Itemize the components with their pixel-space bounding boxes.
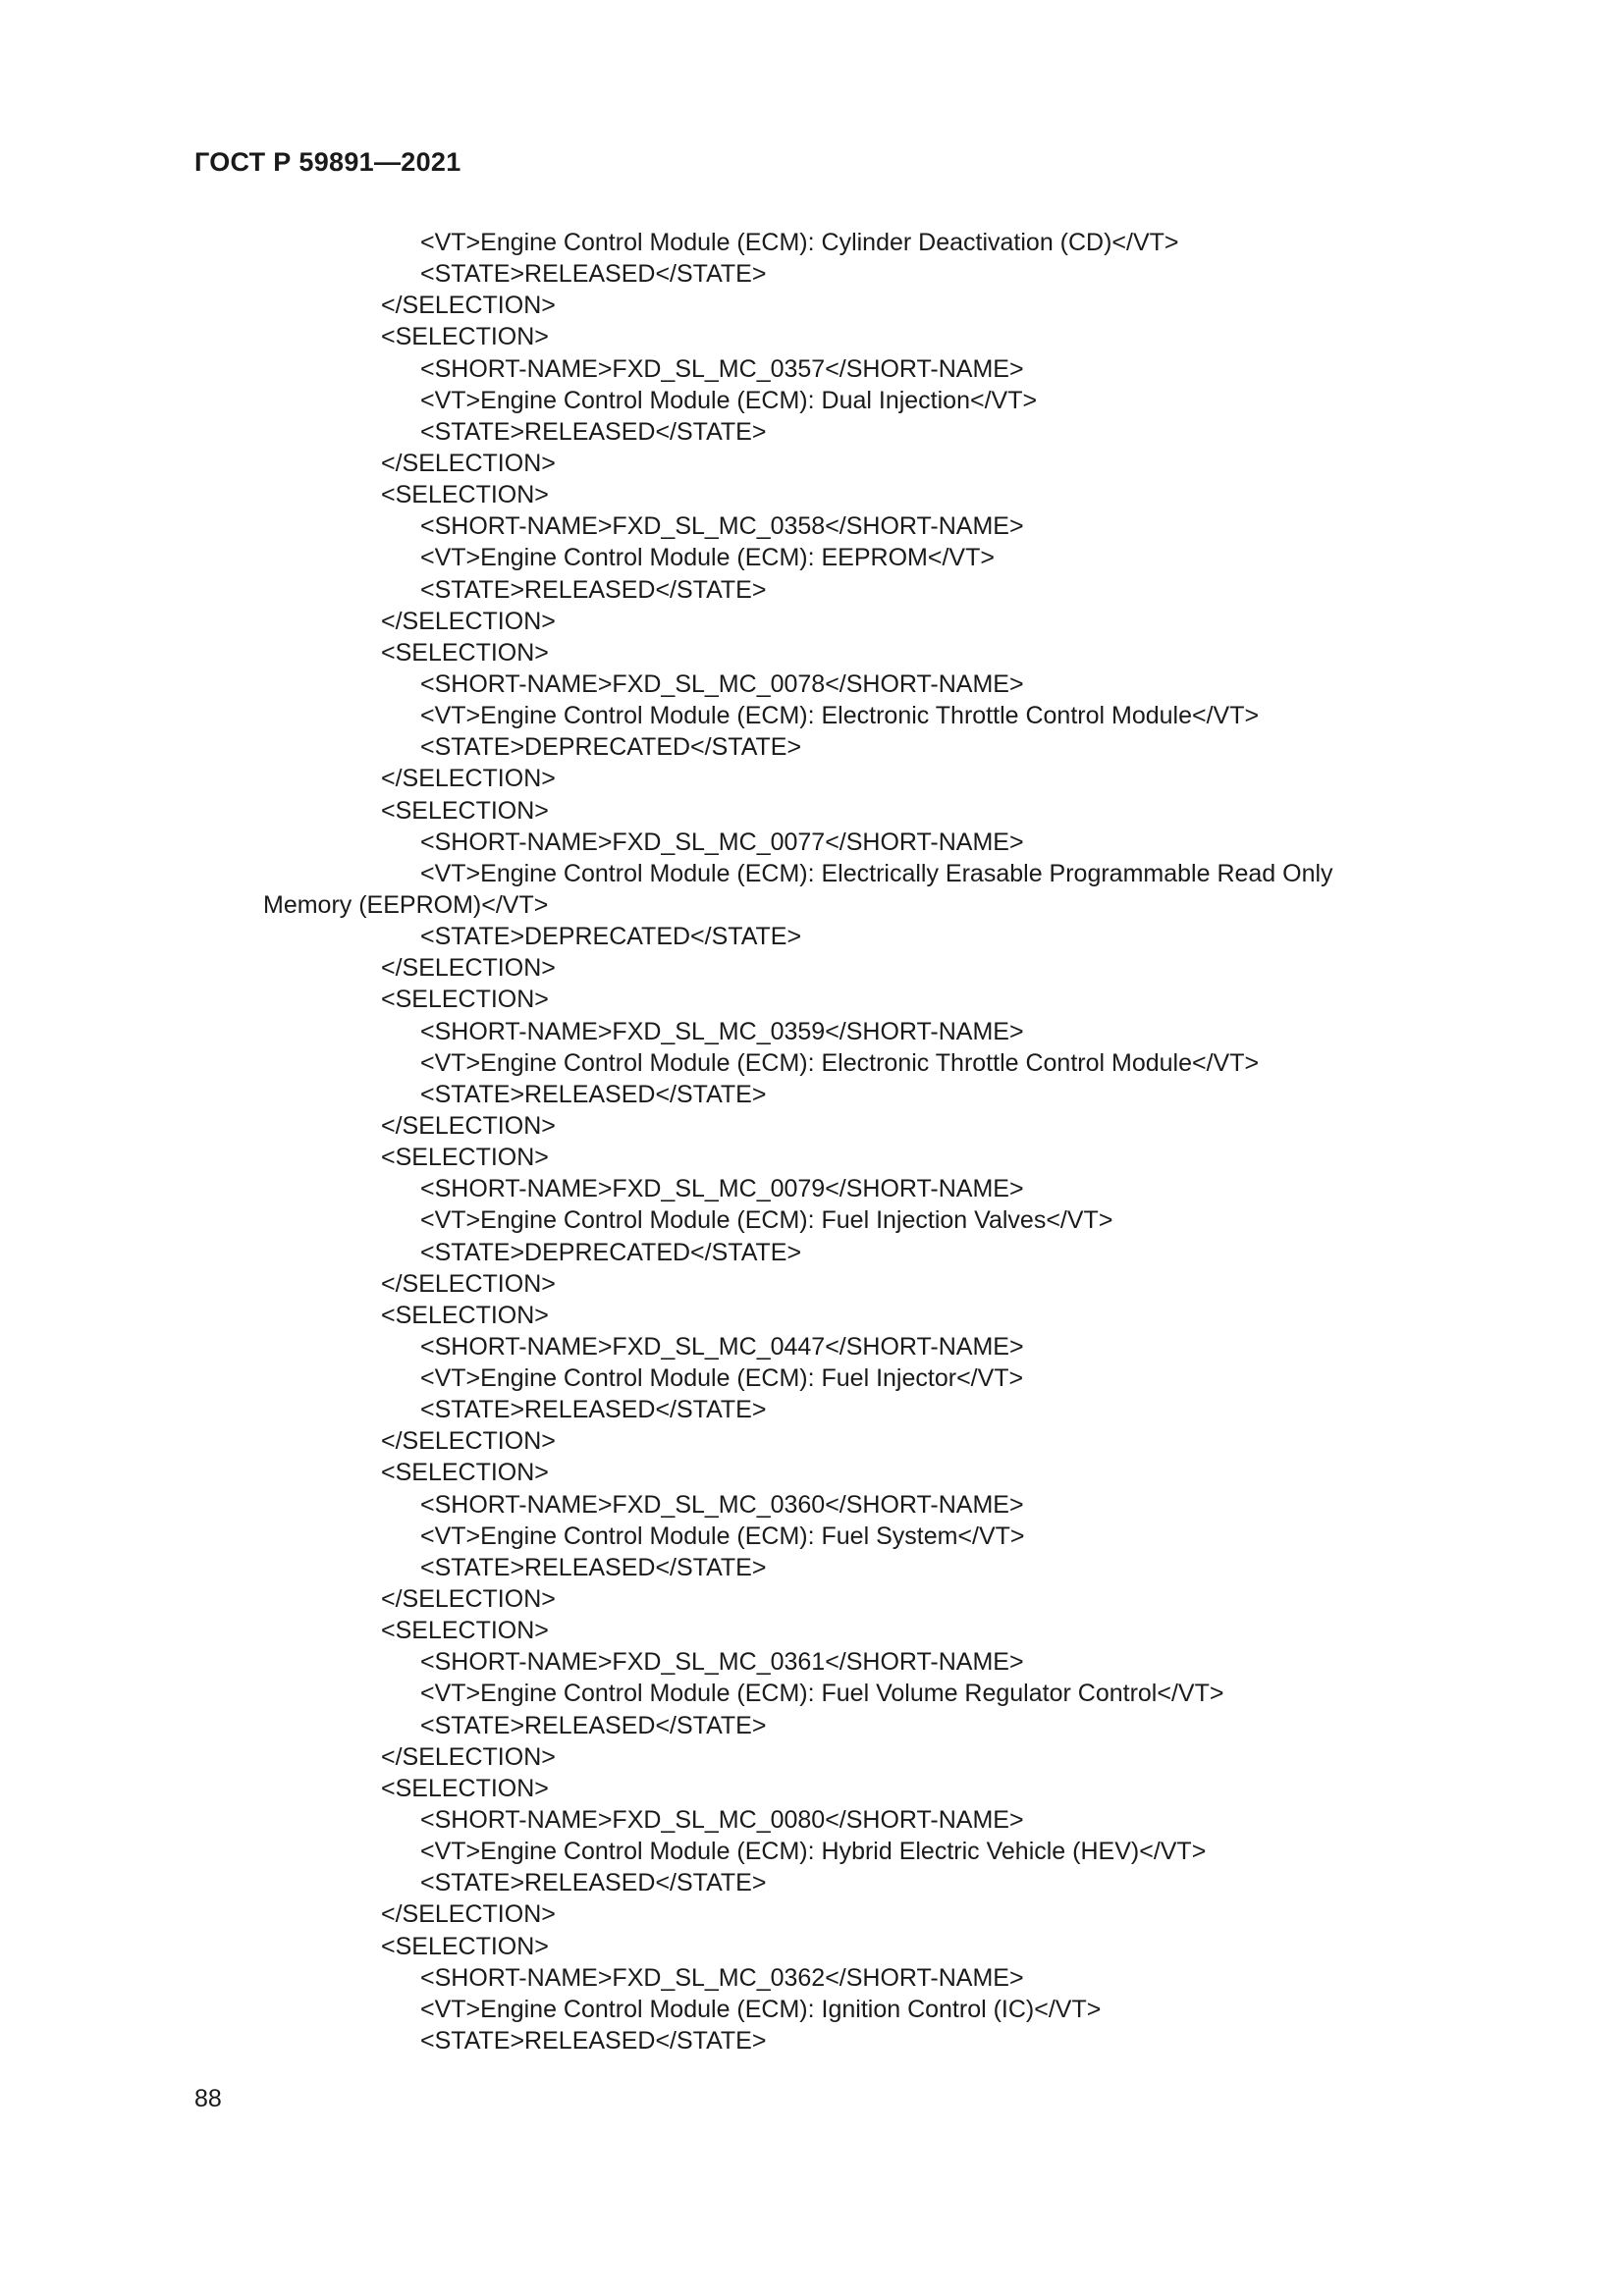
code-line: <VT>Engine Control Module (ECM): Electrically Erasable Programmable Read Only bbox=[420, 859, 1333, 887]
code-line: <VT>Engine Control Module (ECM): Electronic Throttle Control Module</VT> bbox=[420, 1048, 1260, 1077]
code-line: <VT>Engine Control Module (ECM): Cylinder Deactivation (CD)</VT> bbox=[420, 229, 1179, 256]
code-line: <VT>Engine Control Module (ECM): Electronic Throttle Control Module</VT> bbox=[420, 702, 1260, 730]
code-line: </SELECTION> bbox=[381, 765, 556, 793]
code-line: <SELECTION> bbox=[381, 638, 549, 667]
code-line: <SHORT-NAME>FXD_SL_MC_0077</SHORT-NAME> bbox=[420, 828, 1024, 856]
code-line: <SELECTION> bbox=[381, 1459, 549, 1487]
code-line: <VT>Engine Control Module (ECM): Fuel Injector</VT> bbox=[420, 1364, 1024, 1393]
code-line: <SHORT-NAME>FXD_SL_MC_0080</SHORT-NAME> bbox=[420, 1806, 1024, 1835]
code-line: <SHORT-NAME>FXD_SL_MC_0447</SHORT-NAME> bbox=[420, 1332, 1024, 1361]
code-line: <STATE>DEPRECATED</STATE> bbox=[420, 733, 802, 762]
code-line: </SELECTION> bbox=[381, 1900, 556, 1929]
code-line: <STATE>RELEASED</STATE> bbox=[420, 260, 767, 289]
code-line: <STATE>RELEASED</STATE> bbox=[420, 1711, 767, 1739]
code-line: <VT>Engine Control Module (ECM): Fuel Injection Valves</VT> bbox=[420, 1206, 1113, 1235]
code-line: <SELECTION> bbox=[381, 323, 549, 351]
code-line: </SELECTION> bbox=[381, 607, 556, 635]
xml-code-listing bbox=[0, 227, 1624, 2056]
code-line: </SELECTION> bbox=[381, 954, 556, 983]
code-line: <VT>Engine Control Module (ECM): Fuel System</VT> bbox=[420, 1522, 1025, 1550]
code-line: <SELECTION> bbox=[381, 796, 549, 825]
code-line: </SELECTION> bbox=[381, 1585, 556, 1614]
page-number: 88 bbox=[194, 2085, 222, 2112]
code-line: <VT>Engine Control Module (ECM): Dual Injection</VT> bbox=[420, 386, 1038, 414]
code-line: </SELECTION> bbox=[381, 449, 556, 477]
code-line: <STATE>RELEASED</STATE> bbox=[420, 1869, 767, 1897]
code-line: <SHORT-NAME>FXD_SL_MC_0358</SHORT-NAME> bbox=[420, 512, 1024, 541]
code-line: <SHORT-NAME>FXD_SL_MC_0361</SHORT-NAME> bbox=[420, 1648, 1024, 1677]
code-line: <STATE>DEPRECATED</STATE> bbox=[420, 1238, 802, 1266]
code-line: </SELECTION> bbox=[381, 1742, 556, 1771]
code-line: <STATE>RELEASED</STATE> bbox=[420, 417, 767, 446]
code-line: </SELECTION> bbox=[381, 1111, 556, 1140]
code-line: <STATE>RELEASED</STATE> bbox=[420, 1080, 767, 1108]
code-line: <SELECTION> bbox=[381, 1932, 549, 1960]
code-line: Memory (EEPROM)</VT> bbox=[263, 890, 549, 919]
code-line: <SHORT-NAME>FXD_SL_MC_0360</SHORT-NAME> bbox=[420, 1490, 1024, 1519]
code-line: <VT>Engine Control Module (ECM): Hybrid Electric Vehicle (HEV)</VT> bbox=[420, 1838, 1207, 1866]
document-header: ГОСТ Р 59891—2021 bbox=[194, 147, 461, 177]
code-line: <SELECTION> bbox=[381, 1144, 549, 1172]
code-line: <SHORT-NAME>FXD_SL_MC_0078</SHORT-NAME> bbox=[420, 669, 1024, 698]
code-line: <STATE>RELEASED</STATE> bbox=[420, 1553, 767, 1581]
code-line: <SELECTION> bbox=[381, 986, 549, 1014]
code-line: <STATE>RELEASED</STATE> bbox=[420, 1396, 767, 1424]
code-line: <SELECTION> bbox=[381, 1301, 549, 1329]
code-line: <VT>Engine Control Module (ECM): EEPROM</VT> bbox=[420, 544, 995, 572]
code-line: <SELECTION> bbox=[381, 1617, 549, 1645]
code-line: <STATE>RELEASED</STATE> bbox=[420, 575, 767, 604]
code-line: <SELECTION> bbox=[381, 1774, 549, 1802]
code-line: <STATE>DEPRECATED</STATE> bbox=[420, 923, 802, 951]
code-line: <SHORT-NAME>FXD_SL_MC_0357</SHORT-NAME> bbox=[420, 354, 1024, 383]
code-line: <SHORT-NAME>FXD_SL_MC_0362</SHORT-NAME> bbox=[420, 1963, 1024, 1992]
code-line: <SHORT-NAME>FXD_SL_MC_0359</SHORT-NAME> bbox=[420, 1017, 1024, 1045]
code-line: <STATE>RELEASED</STATE> bbox=[420, 2027, 767, 2056]
code-line: <SHORT-NAME>FXD_SL_MC_0079</SHORT-NAME> bbox=[420, 1175, 1024, 1203]
code-line: </SELECTION> bbox=[381, 292, 556, 320]
code-line: </SELECTION> bbox=[381, 1427, 556, 1456]
code-line: </SELECTION> bbox=[381, 1269, 556, 1298]
code-line: <SELECTION> bbox=[381, 481, 549, 509]
code-line: <VT>Engine Control Module (ECM): Fuel Volume Regulator Control</VT> bbox=[420, 1680, 1224, 1708]
code-line: <VT>Engine Control Module (ECM): Ignition Control (IC)</VT> bbox=[420, 1995, 1102, 2023]
